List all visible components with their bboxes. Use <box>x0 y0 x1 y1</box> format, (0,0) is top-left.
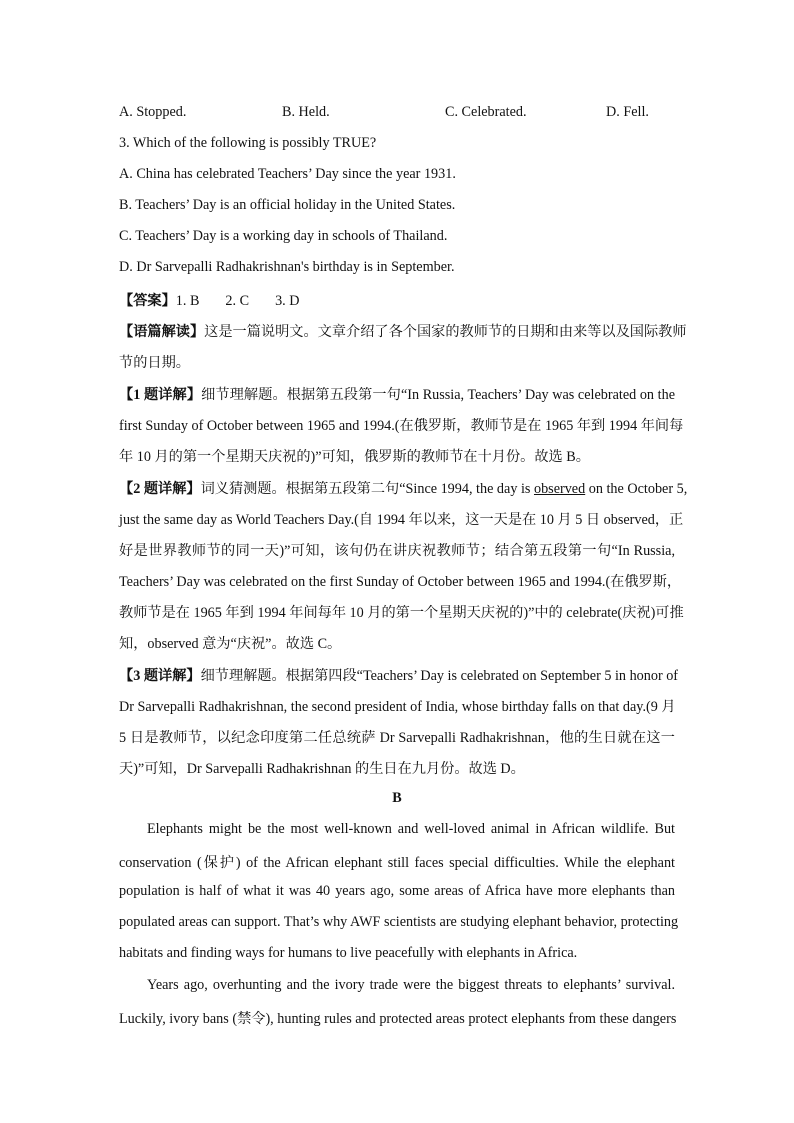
reading-tag: 【语篇解读】 <box>119 324 205 340</box>
detail1-line-1 <box>119 384 675 404</box>
detail1-text-1: 细节理解题。根据第五段第一句“In Russia, Teachers’ Day was celebrated on the <box>201 387 675 403</box>
passage-p1-line-2: conservation (保护) of the African elephant still faces special difficulties. While the elephant <box>119 855 675 871</box>
detail2-line-6: 知，observed 意为“庆祝”。故选 C。 <box>119 636 342 652</box>
detail2-line-5: 教师节是在 1965 年到 1994 年间每年 10 月的第一个星期天庆祝的)”中的 celebrate(庆祝)可推 <box>119 605 684 621</box>
detail2-line-2: just the same day as World Teachers Day.(自 1994 年以来，这一天是在 10 月 5 日 observed，正 <box>119 512 684 528</box>
q3-option-d: D. Dr Sarvepalli Radhakrishnan's birthday is in September. <box>119 259 455 275</box>
q2-option-b: B. Held. <box>282 104 330 120</box>
answer-line <box>119 290 675 310</box>
q3-option-a: A. China has celebrated Teachers’ Day since the year 1931. <box>119 166 456 182</box>
detail3-line-3: 5 日是教师节，以纪念印度第二任总统萨 Dr Sarvepalli Radhakrishnan，他的生日就在这一 <box>119 730 675 746</box>
answer-3: 3. D <box>275 293 300 309</box>
reading-text-1: 这是一篇说明文。文章介绍了各个国家的教师节的日期和由来等以及国际教师 <box>204 324 687 340</box>
underlined-word: observed <box>533 481 586 497</box>
passage-p1-line-3: population is half of what it was 40 years ago, some areas of Africa have more elephants than <box>119 883 675 899</box>
detail2-tag: 【2 题详解】 <box>119 481 201 497</box>
passage-p1-line-4: populated areas can support. That’s why AWF scientists are studying elephant behavior, protecting <box>119 914 679 930</box>
detail1-tag: 【1 题详解】 <box>119 387 202 403</box>
detail3-text-1: 细节理解题。根据第四段“Teachers’ Day is celebrated on September 5 in honor of <box>200 668 679 684</box>
detail2-line-4: Teachers’ Day was celebrated on the first Sunday of October between 1965 and 1994.(在俄罗斯， <box>119 574 682 590</box>
detail1-line-2: first Sunday of October between 1965 and 1994.(在俄罗斯，教师节是在 1965 年到 1994 年间每 <box>119 418 684 434</box>
detail2-line-1 <box>119 478 688 498</box>
detail3-line-4: 天)”可知，Dr Sarvepalli Radhakrishnan 的生日在九月份。故选 D。 <box>119 761 525 777</box>
q3-stem: 3. Which of the following is possibly TRUE? <box>119 135 377 151</box>
detail3-tag: 【3 题详解】 <box>119 668 201 684</box>
q2-option-d: D. Fell. <box>606 104 649 120</box>
detail3-line-1 <box>119 665 679 685</box>
q2-option-c: C. Celebrated. <box>445 104 527 120</box>
passage-p2-line-2: Luckily, ivory bans (禁令), hunting rules and protected areas protect elephants from these dangers <box>119 1011 677 1027</box>
detail1-line-3: 年 10 月的第一个星期天庆祝的)”可知，俄罗斯的教师节在十月份。故选 B。 <box>119 449 590 465</box>
q3-option-b: B. Teachers’ Day is an official holiday in the United States. <box>119 197 456 213</box>
passage-p1-line-1: Elephants might be the most well-known and well-loved animal in African wildlife. But <box>147 821 675 837</box>
q2-option-a: A. Stopped. <box>119 104 187 120</box>
answer-tag: 【答案】 <box>119 293 176 309</box>
answer-1: 1. B <box>175 293 200 309</box>
detail2-line-3: 好是世界教师节的同一天)”可知，该句仍在讲庆祝教师节；结合第五段第一句“In Russia, <box>119 543 675 559</box>
answer-2: 2. C <box>225 293 250 309</box>
detail2-text-1b: on the October 5, <box>585 481 688 497</box>
reading-line-2: 节的日期。 <box>119 355 190 371</box>
detail2-text-1a: 词义猜测题。根据第五段第二句“Since 1994, the day is <box>200 481 534 497</box>
passage-p2-line-1: Years ago, overhunting and the ivory trade were the biggest threats to elephants’ survival. <box>147 977 675 993</box>
passage-p1-line-5: habitats and finding ways for humans to live peacefully with elephants in Africa. <box>119 945 578 961</box>
detail3-line-2: Dr Sarvepalli Radhakrishnan, the second president of India, whose birthday falls on that day.(9 月 <box>119 699 676 715</box>
reading-line-1 <box>119 321 687 341</box>
section-heading: B <box>392 790 402 806</box>
q3-option-c: C. Teachers’ Day is a working day in schools of Thailand. <box>119 228 448 244</box>
